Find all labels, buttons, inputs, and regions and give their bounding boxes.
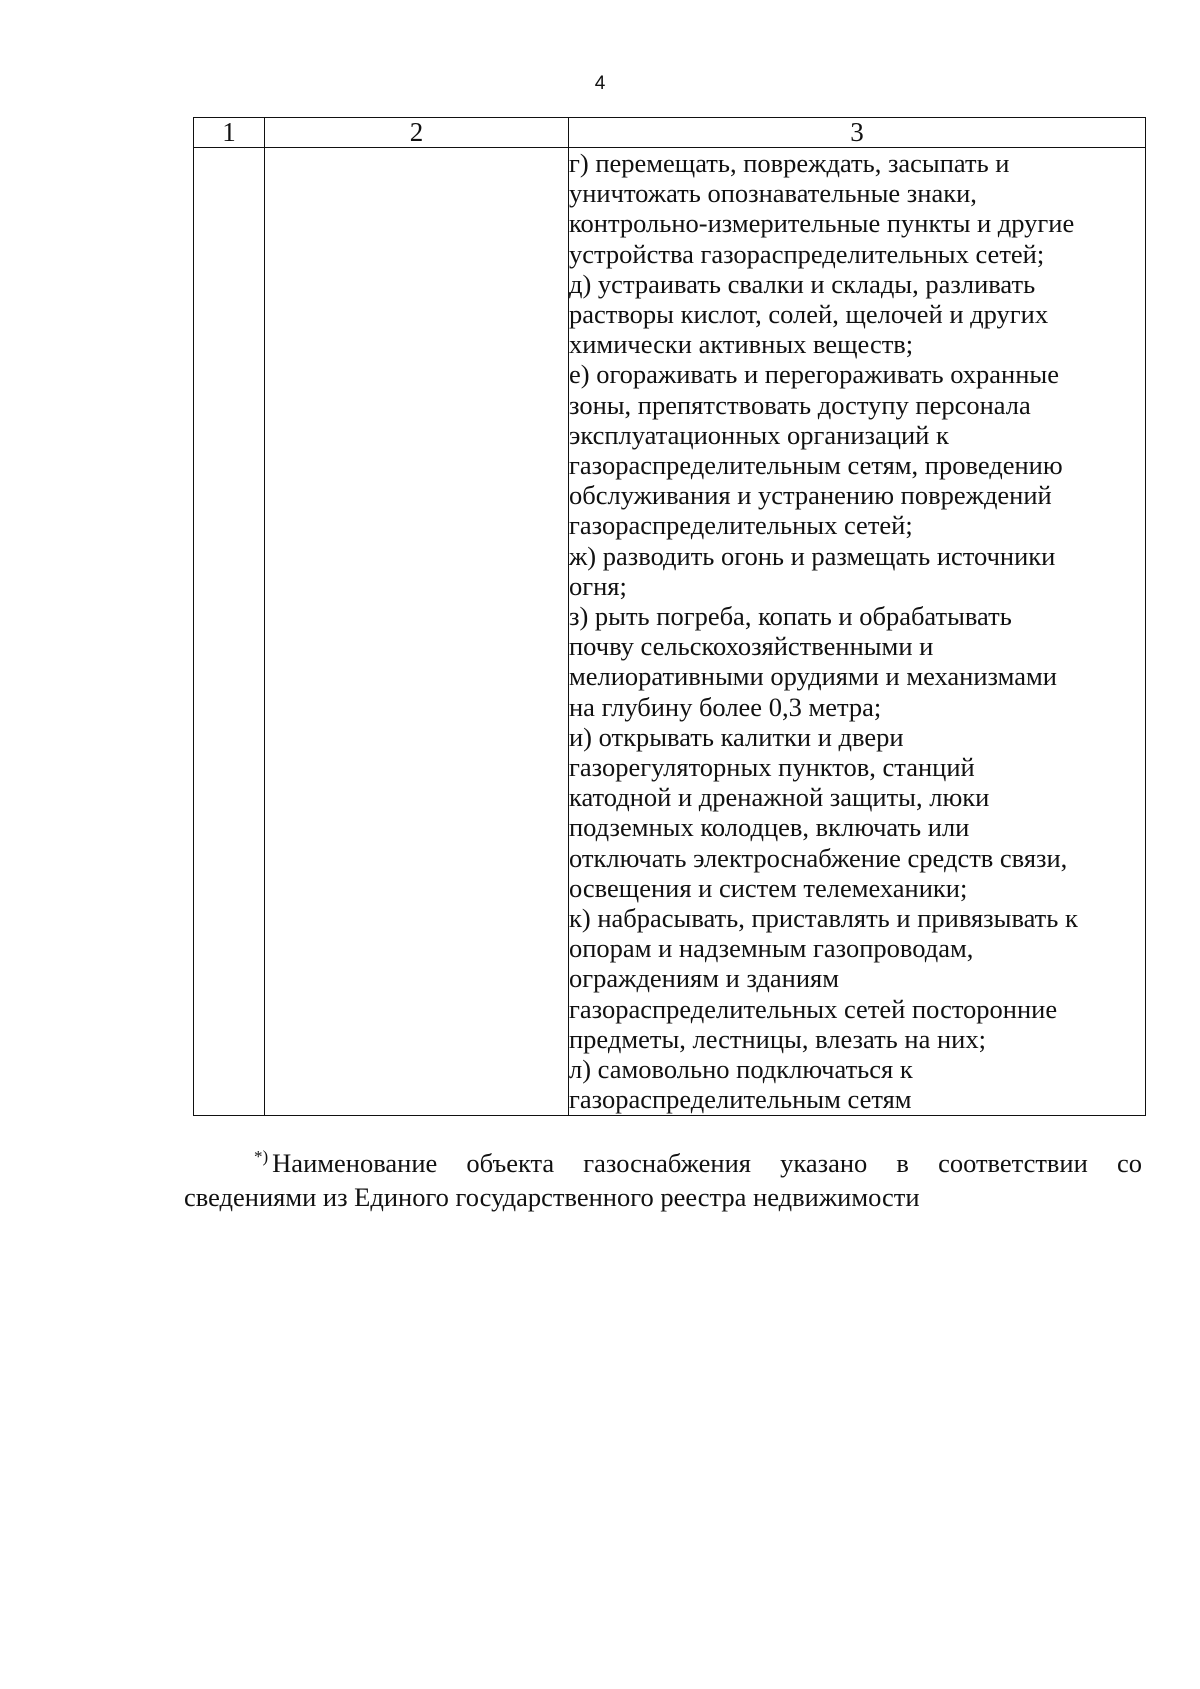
footnote [184,1146,1142,1214]
text-line: мелиоративными орудиями и механизмами [569,661,1057,692]
table-header-col-2: 2 [265,118,569,148]
footnote-word: объекта [466,1148,555,1178]
text-line: д) устраивать свалки и склады, разливать [569,268,1036,299]
text-line: ограждениям и зданиям [569,963,839,994]
text-line: уничтожать опознавательные знаки, [569,178,977,209]
text-line: устройства газораспределительных сетей; [569,238,1045,269]
text-line: газорегуляторных пунктов, станций [569,752,975,783]
footnote-word: Наименование [272,1148,438,1178]
page-number: 4 [594,73,606,94]
text-line: обслуживания и устранению повреждений [569,480,1052,511]
text-line: почву сельскохозяйственными и [569,631,934,662]
text-line: ж) разводить огонь и размещать источники [569,540,1056,571]
text-line: опорам и надземным газопроводам, [569,933,974,964]
table-cell-col-2 [265,148,569,1116]
footnote-word: со [1116,1148,1142,1178]
text-line: газораспределительным сетям, проведению [569,450,1063,481]
table-cell-col-3 [569,148,1146,1116]
text-line: эксплуатационных организаций к [569,419,949,450]
table-header-col-1: 1 [194,118,265,148]
table-row [194,148,1146,1116]
footnote-line-1 [184,1146,1142,1180]
text-line: огня; [569,570,627,601]
text-line: предметы, лестницы, влезать на них; [569,1023,986,1054]
footnote-word: в [896,1148,909,1178]
footnote-word: указано [780,1148,868,1178]
footnote-word: соответствии [938,1148,1088,1178]
text-line: з) рыть погреба, копать и обрабатывать [569,601,1012,632]
table-header-row [194,118,1146,148]
text-line: к) набрасывать, приставлять и привязывать к [569,903,1078,934]
table-header-col-3: 3 [569,118,1146,148]
text-line: газораспределительным сетям [569,1084,912,1115]
table-cell-col-1 [194,148,265,1116]
text-line: и) открывать калитки и двери [569,721,904,752]
text-line: освещения и систем телемеханики; [569,872,968,903]
text-line: г) перемещать, повреждать, засыпать и [569,148,1010,178]
footnote-word: газоснабжения [583,1148,751,1178]
text-line: л) самовольно подключаться к [569,1054,913,1085]
footnote-marker: *) [254,1147,269,1167]
text-line: газораспределительных сетей посторонние [569,993,1058,1024]
text-line: подземных колодцев, включать или [569,812,970,843]
text-line: отключать электроснабжение средств связи, [569,842,1068,873]
text-line: зоны, препятствовать доступу персонала [569,389,1031,420]
text-line: е) огораживать и перегораживать охранные [569,359,1059,390]
text-line: катодной и дренажной защиты, люки [569,782,990,813]
text-line: контрольно-измерительные пункты и другие [569,208,1075,239]
text-line: химически активных веществ; [569,329,914,360]
text-line: на глубину более 0,3 метра; [569,691,882,722]
text-line: газораспределительных сетей; [569,510,913,541]
footnote-line-2: сведениями из Единого государственного реестра недвижимости [184,1182,920,1212]
text-line: растворы кислот, солей, щелочей и других [569,299,1049,330]
prohibitions-table [193,117,1146,1116]
footnote-first-word [254,1146,437,1180]
